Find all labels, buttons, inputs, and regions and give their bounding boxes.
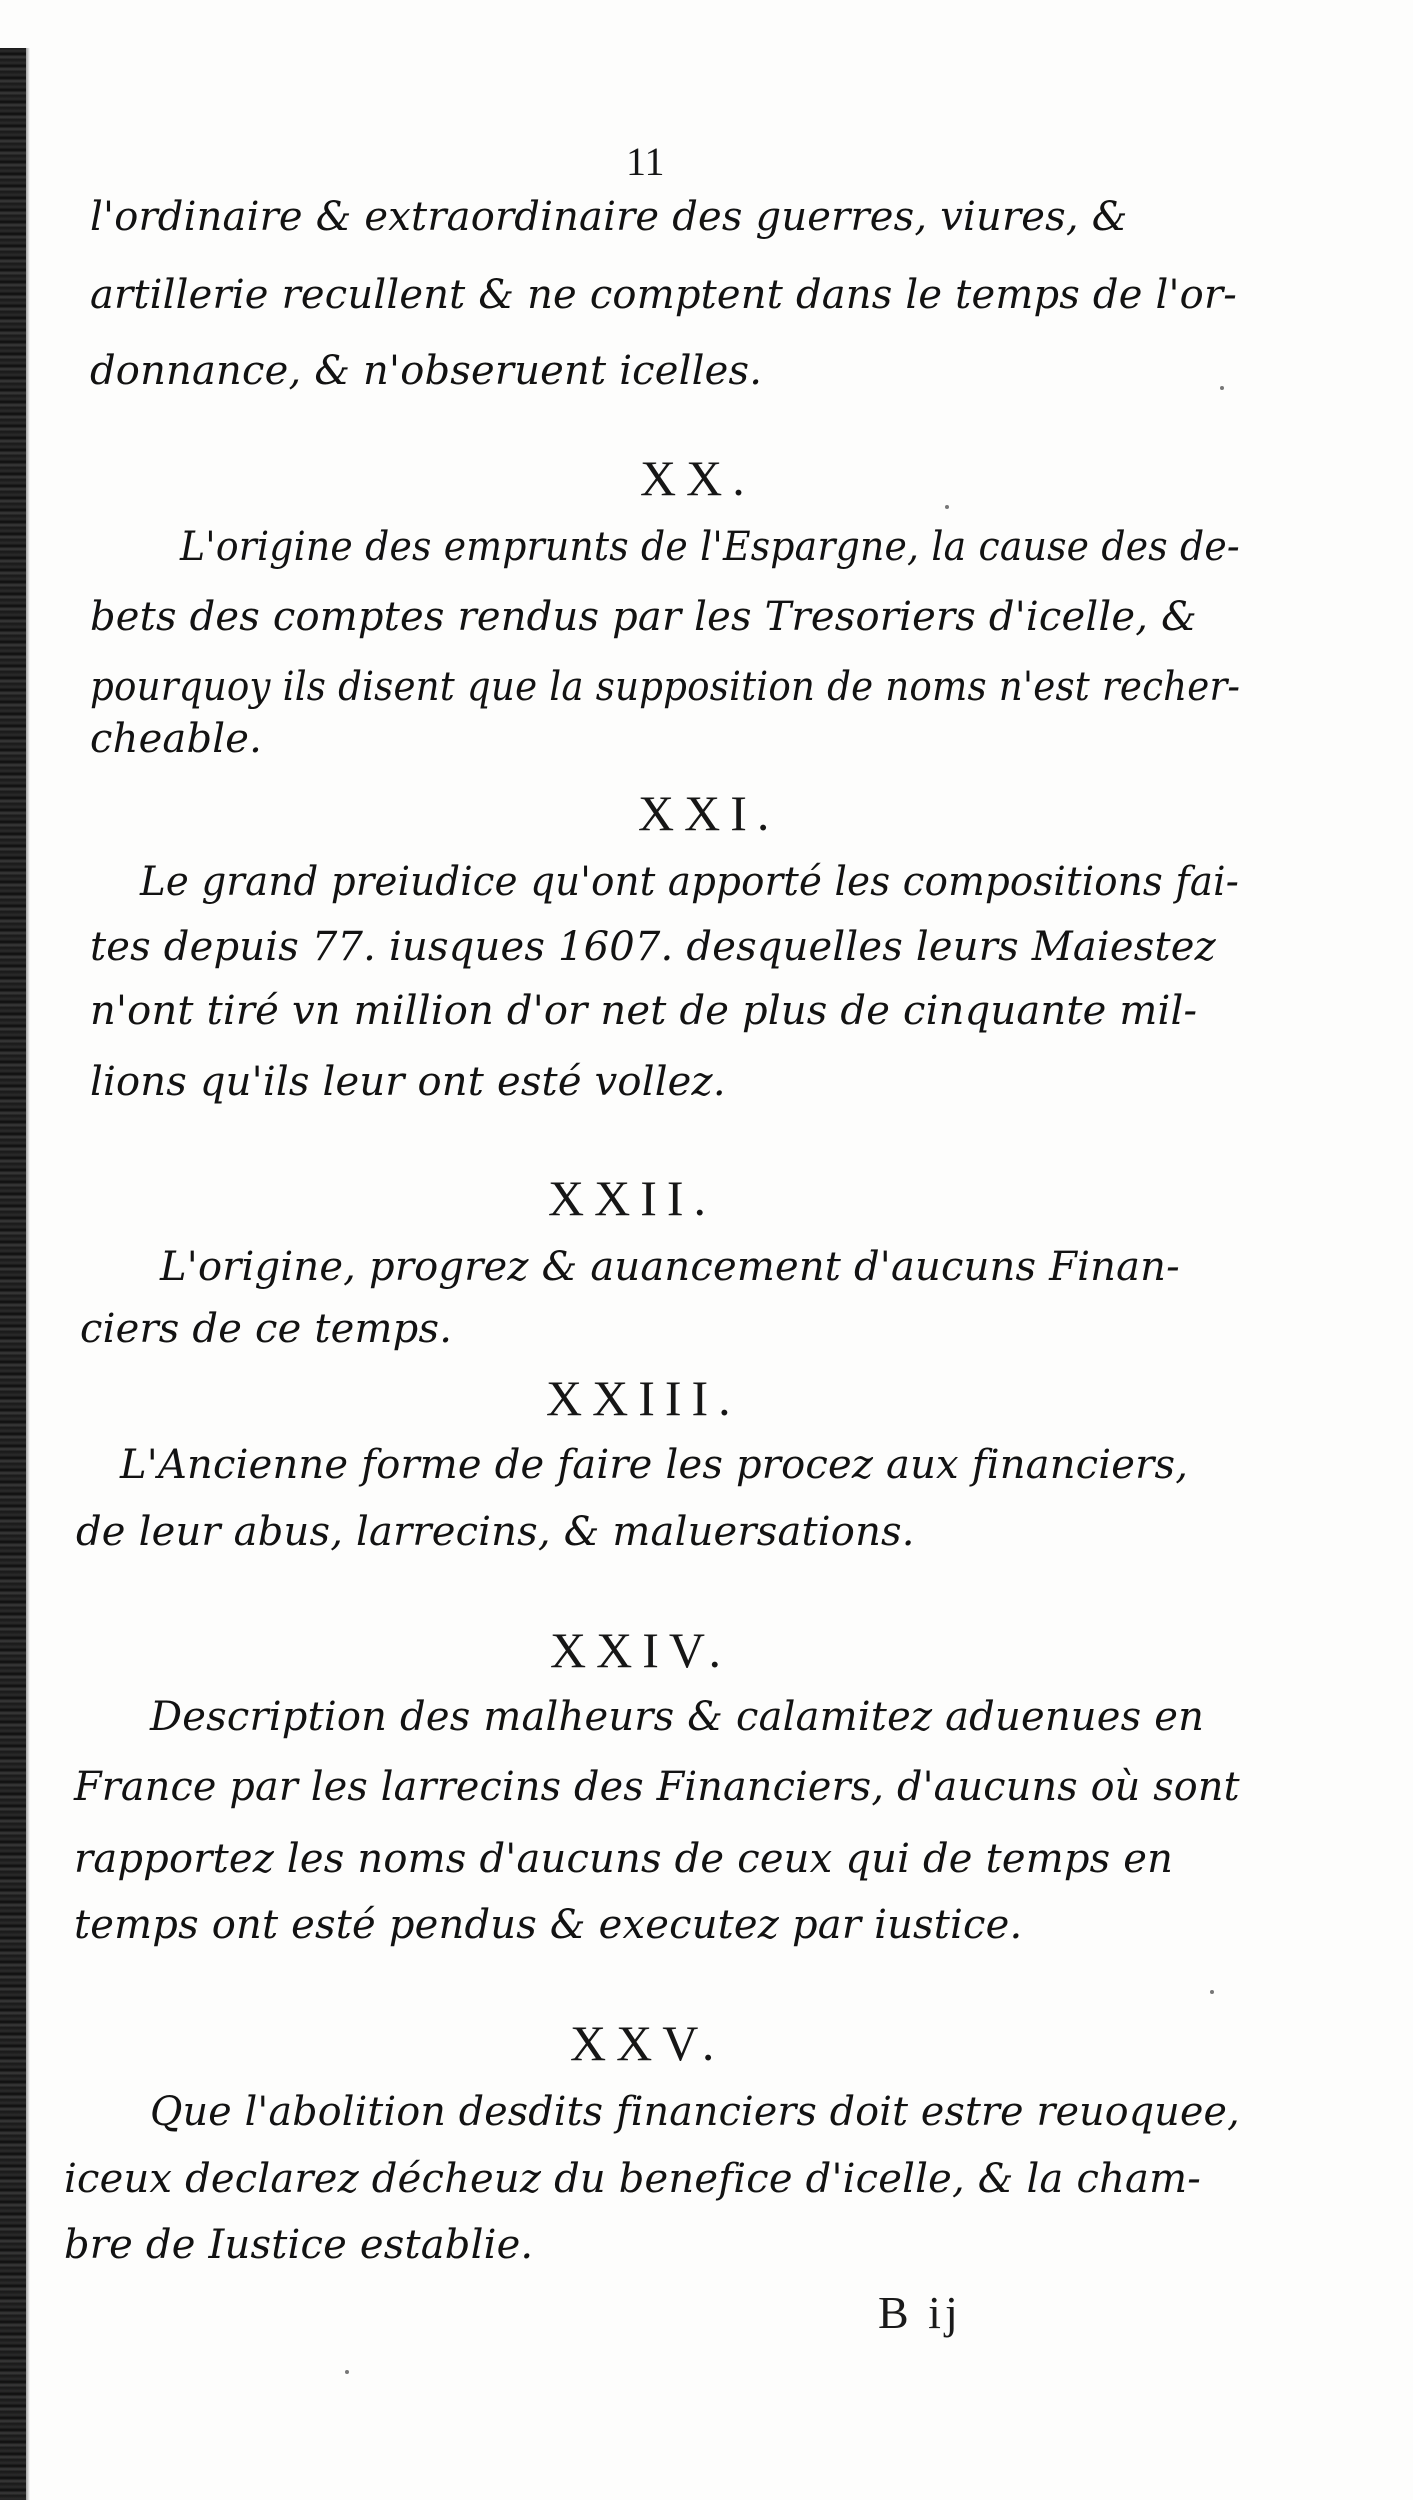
continuation-line-3: donnance, & n'obseruent icelles.: [90, 348, 763, 394]
section-xxii-line-1: L'origine, progrez & auancement d'aucuns Finan-: [160, 1244, 1180, 1290]
continuation-line-2: artillerie recullent & ne comptent dans le temps de l'or-: [90, 272, 1238, 318]
section-xxv-line-1: Que l'abolition desdits financiers doit estre reuoquee,: [150, 2089, 1240, 2135]
continuation-line-1: l'ordinaire & extraordinaire des guerres, viures, &: [90, 194, 1128, 240]
section-xxv-line-3: bre de Iustice establie.: [64, 2222, 534, 2268]
section-xxi-line-3: n'ont tiré vn million d'or net de plus de cinquante mil-: [90, 988, 1198, 1034]
section-xxiv-line-4: temps ont esté pendus & executez par iustice.: [74, 1902, 1023, 1948]
section-xxiv-line-3: rapportez les noms d'aucuns de ceux qui de temps en: [74, 1836, 1174, 1882]
section-numeral-xxiv: XXIV.: [550, 1622, 732, 1678]
section-xx-line-4: cheable.: [90, 716, 263, 762]
section-xxiii-line-2: de leur abus, larrecins, & maluersations.: [76, 1509, 915, 1555]
section-xx-line-1: L'origine des emprunts de l'Espargne, la cause des de-: [180, 524, 1240, 570]
section-xxi-line-2: tes depuis 77. iusques 1607. desquelles leurs Maiestez: [90, 924, 1216, 970]
section-xx-line-3: pourquoy ils disent que la supposition de noms n'est recher-: [90, 664, 1241, 710]
section-xxiv-line-2: France par les larrecins des Financiers, d'aucuns où sont: [74, 1764, 1240, 1810]
section-xxi-line-1: Le grand preiudice qu'ont apporté les compositions fai-: [140, 859, 1240, 905]
page-number: 11: [626, 139, 665, 184]
print-speck: [945, 505, 949, 509]
section-numeral-xxiii: XXIII.: [546, 1370, 741, 1426]
section-xxiv-line-1: Description des malheurs & calamitez aduenues en: [150, 1694, 1205, 1740]
section-xxiii-line-1: L'Ancienne forme de faire les procez aux financiers,: [120, 1442, 1189, 1488]
print-speck: [1210, 1990, 1214, 1994]
section-numeral-xxii: XXII.: [548, 1170, 717, 1226]
print-speck: [1220, 386, 1224, 390]
section-xx-line-2: bets des comptes rendus par les Tresoriers d'icelle, &: [90, 594, 1197, 640]
section-numeral-xxi: XXI.: [638, 785, 780, 841]
section-numeral-xx: XX.: [640, 450, 755, 506]
section-xxv-line-2: iceux declarez décheuz du benefice d'icelle, & la cham-: [64, 2156, 1201, 2202]
section-xxi-line-4: lions qu'ils leur ont esté vollez.: [90, 1059, 726, 1105]
binding-edge-shadow: [0, 48, 26, 2500]
signature-mark: B ij: [878, 2287, 962, 2338]
section-xxii-line-2: ciers de ce temps.: [80, 1306, 453, 1352]
print-speck: [345, 2370, 349, 2374]
section-numeral-xxv: XXV.: [570, 2015, 725, 2071]
